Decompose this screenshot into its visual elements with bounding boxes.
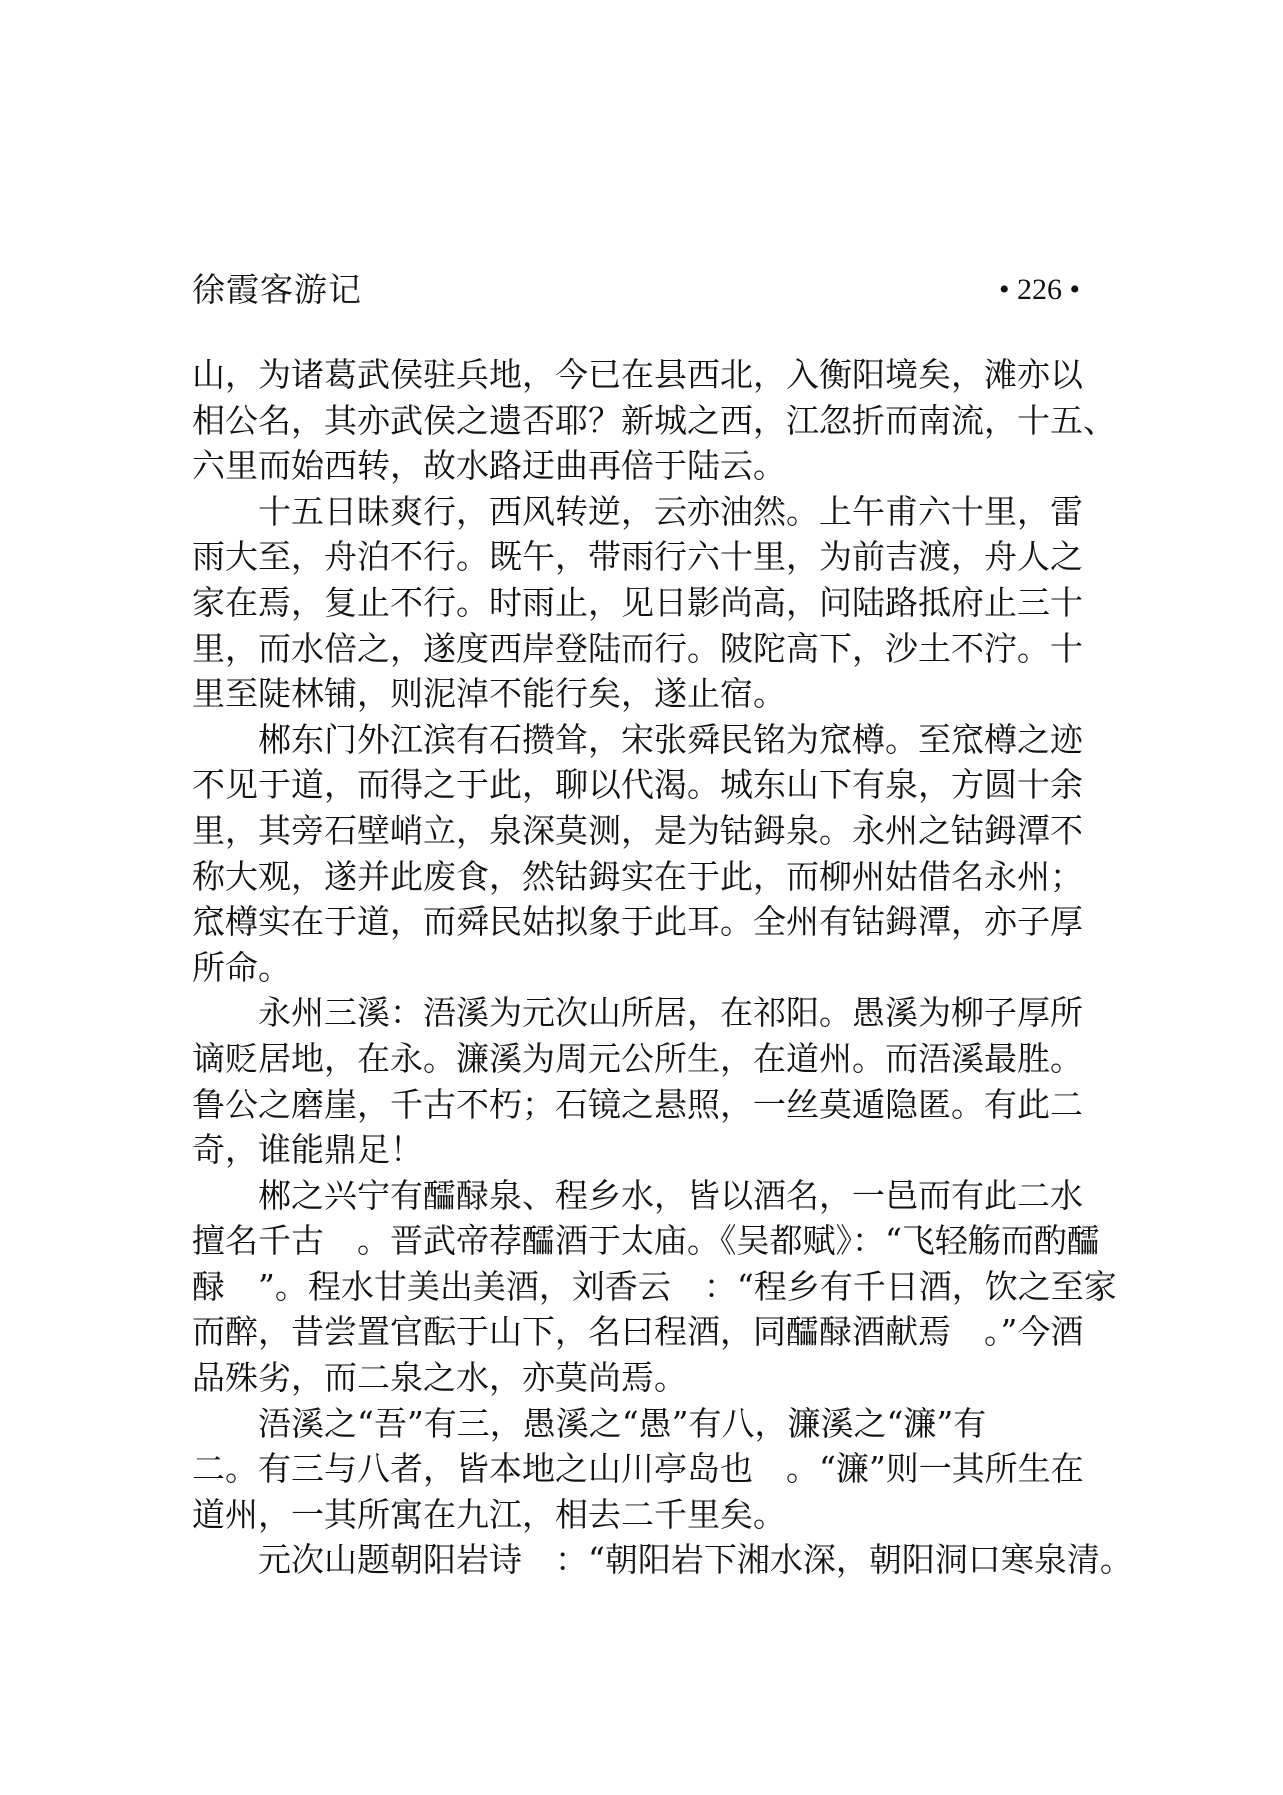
- text-line: 十五日昧爽行，西风转逆，云亦油然。上午甫六十里，雷: [258, 491, 1083, 531]
- page-number: • 226 •: [998, 273, 1080, 306]
- body-text: [192, 352, 1133, 1583]
- text-line: 奇，谁能鼎足！: [192, 1130, 423, 1170]
- text-line: 六里而始西转，故水路迂曲再倍于陆云。: [192, 446, 786, 486]
- text-line: 品殊劣，而二泉之水，亦莫尚焉。: [192, 1358, 687, 1398]
- text-line: 鲁公之磨崖，千古不朽；石镜之悬照，一丝莫遁隐匿。有此二: [192, 1084, 1083, 1124]
- text-line: 相公名，其亦武侯之遗否耶？新城之西，江忽折而南流，十五、: [192, 400, 1116, 440]
- text-line: 郴之兴宁有醽醁泉、程乡水，皆以酒名，一邑而有此二水: [258, 1175, 1083, 1215]
- text-line: 元次山题朝阳岩诗 ：“朝阳岩下湘水深，朝阳洞口寒泉清。: [258, 1540, 1133, 1580]
- text-line: 二。有三与八者，皆本地之山川亭岛也 。“濂”则一其所生在: [192, 1449, 1084, 1489]
- text-line: 家在焉，复止不行。时雨止，见日影尚高，问陆路抵府止三十: [192, 582, 1083, 622]
- text-line: 山，为诸葛武侯驻兵地，今已在县西北，入衡阳境矣，滩亦以: [192, 355, 1083, 394]
- text-line: 永州三溪：浯溪为元次山所居，在祁阳。愚溪为柳子厚所: [258, 993, 1083, 1033]
- text-line: 郴东门外江滨有石攒耸，宋张舜民铭为窊樽。至窊樽之迹: [258, 719, 1083, 759]
- text-line: 里，而水倍之，遂度西岸登陆而行。陂陀高下，沙土不泞。十: [192, 628, 1083, 668]
- text-line: 称大观，遂并此废食，然钴鉧实在于此，而柳州姑借名永州；: [192, 856, 1083, 896]
- text-line: 里，其旁石壁峭立，泉深莫测，是为钴鉧泉。永州之钴鉧潭不: [192, 810, 1083, 850]
- book-title: 徐霞客游记: [192, 270, 362, 309]
- text-line: 谪贬居地，在永。濂溪为周元公所生，在道州。而浯溪最胜。: [192, 1038, 1083, 1078]
- text-line: 不见于道，而得之于此，聊以代渴。城东山下有泉，方圆十余: [192, 765, 1083, 805]
- text-line: 所命。: [192, 947, 291, 987]
- text-line: 醁 ”。程水甘美出美酒，刘香云 ：“程乡有千日酒，饮之至家: [192, 1266, 1117, 1306]
- text-line: 道州，一其所寓在九江，相去二千里矣。: [192, 1494, 786, 1534]
- text-line: 浯溪之“吾”有三，愚溪之“愚”有八，濂溪之“濂”有: [258, 1403, 987, 1443]
- text-line: 擅名千古 。晋武帝荐醽酒于太庙。《吴都赋》：“飞轻觞而酌醽: [192, 1221, 1100, 1261]
- text-line: 窊樽实在于道，而舜民姑拟象于此耳。全州有钴鉧潭，亦子厚: [192, 902, 1083, 942]
- page-header: [192, 266, 1080, 314]
- text-line: 雨大至，舟泊不行。既午，带雨行六十里，为前吉渡，舟人之: [192, 537, 1083, 577]
- text-line: 而醉，昔尝置官酝于山下，名曰程酒，同醽醁酒献焉 。”今酒: [192, 1312, 1084, 1352]
- text-line: 里至陡林铺，则泥淖不能行矣，遂止宿。: [192, 674, 786, 714]
